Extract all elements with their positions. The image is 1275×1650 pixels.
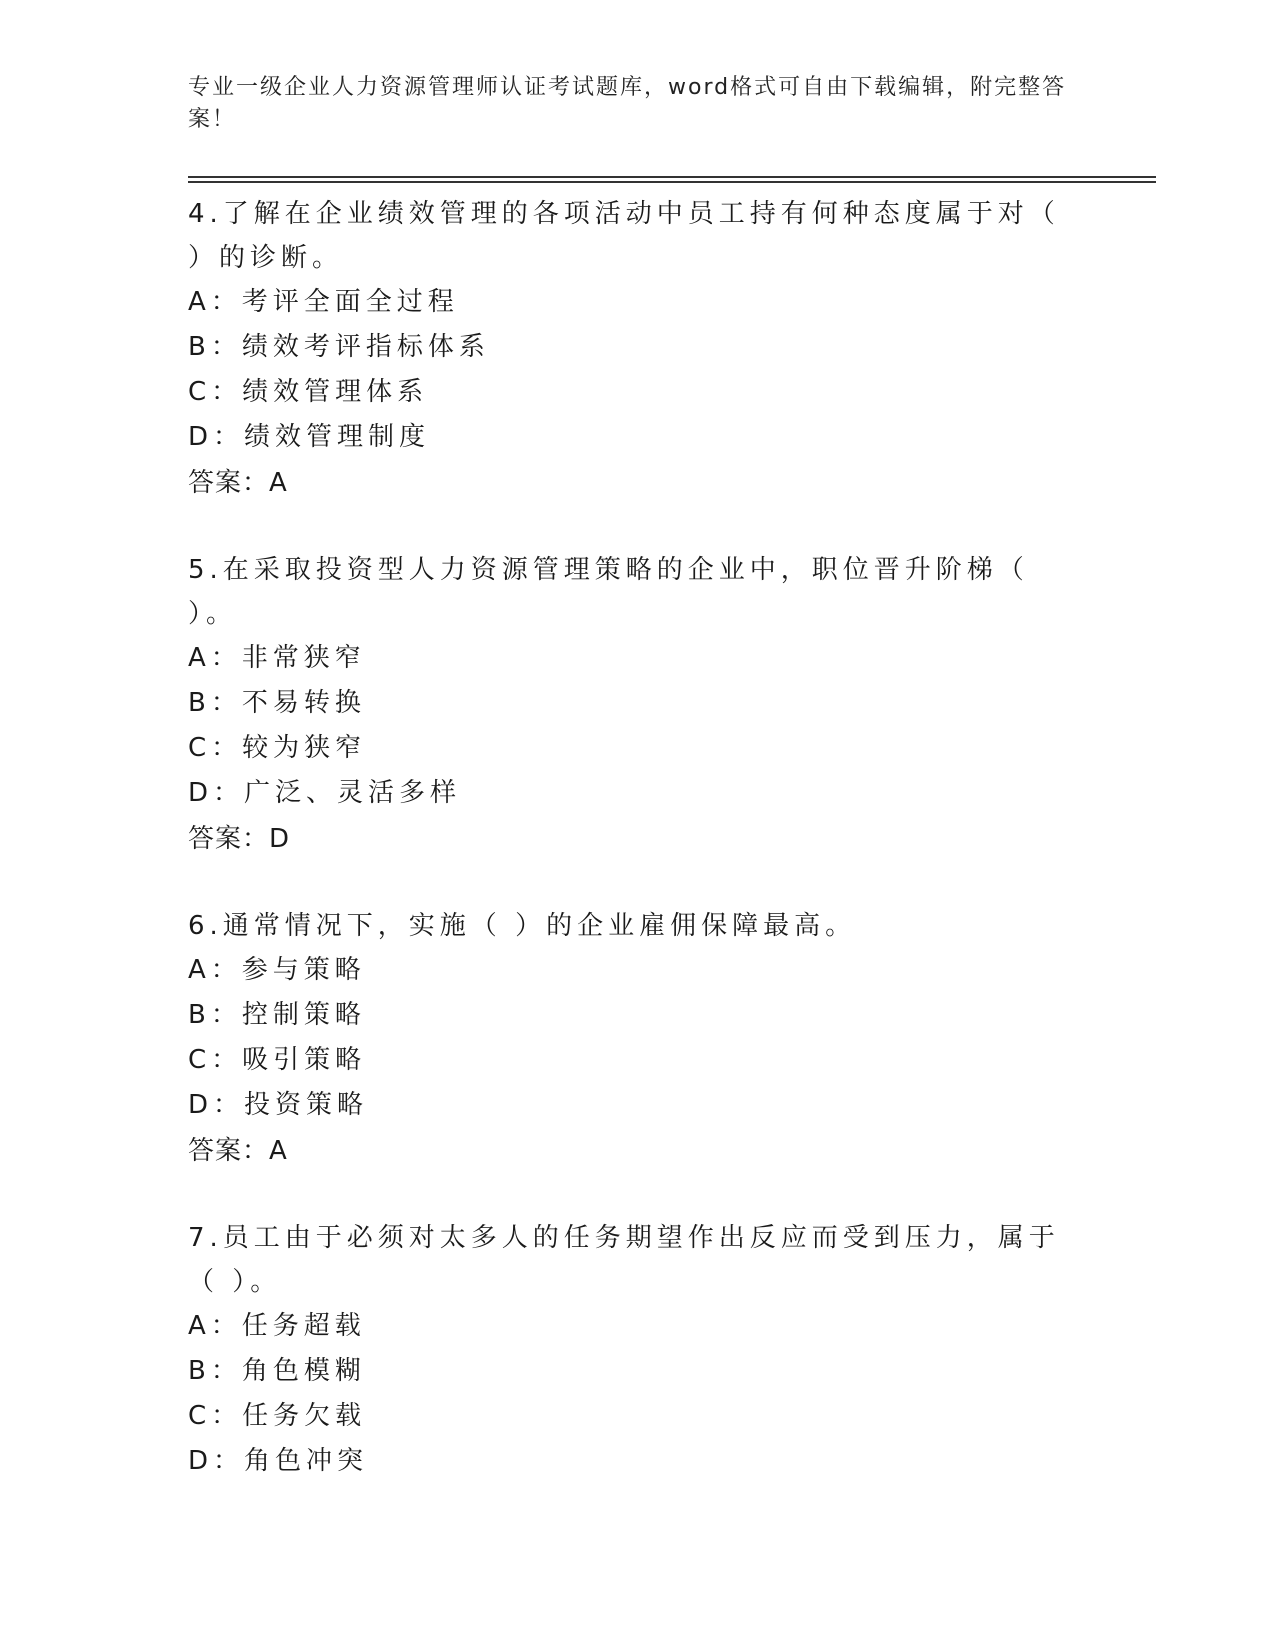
question-list xyxy=(188,192,1088,1484)
option-b: B：绩效考评指标体系 xyxy=(188,332,490,362)
question-stem: 6.通常情况下，实施（ ）的企业雇佣保障最高。 xyxy=(188,911,857,941)
question-gap xyxy=(188,862,1088,904)
option-b: B：不易转换 xyxy=(188,688,366,718)
question-stem: 7.员工由于必须对太多人的任务期望作出反应而受到压力，属于（ ）。 xyxy=(188,1223,1060,1297)
answer-line: 答案：A xyxy=(188,468,288,498)
question-item xyxy=(188,904,1088,1174)
question-stem: 5.在采取投资型人力资源管理策略的企业中，职位晋升阶梯（ ）。 xyxy=(188,555,1029,629)
option-a: A：任务超载 xyxy=(188,1311,366,1341)
question-gap xyxy=(188,506,1088,548)
option-d: D：广泛、灵活多样 xyxy=(188,778,462,808)
header-rule-top xyxy=(188,176,1156,178)
answer-line: 答案：D xyxy=(188,824,291,854)
option-b: B：角色模糊 xyxy=(188,1356,366,1386)
option-c: C：任务欠载 xyxy=(188,1401,367,1431)
option-a: A：考评全面全过程 xyxy=(188,287,459,317)
option-d: D：绩效管理制度 xyxy=(188,422,431,452)
header-rule-bottom xyxy=(188,181,1156,183)
option-c: C：绩效管理体系 xyxy=(188,377,429,407)
option-d: D：投资策略 xyxy=(188,1090,369,1120)
option-b: B：控制策略 xyxy=(188,1000,366,1030)
option-a: A：非常狭窄 xyxy=(188,643,366,673)
question-stem: 4.了解在企业绩效管理的各项活动中员工持有何种态度属于对（ ）的诊断。 xyxy=(188,199,1060,273)
question-item xyxy=(188,548,1088,862)
option-c: C：较为狭窄 xyxy=(188,733,367,763)
option-d: D：角色冲突 xyxy=(188,1446,369,1476)
question-item xyxy=(188,192,1088,506)
answer-line: 答案：A xyxy=(188,1136,288,1166)
document-header: 专业一级企业人力资源管理师认证考试题库，word格式可自由下载编辑，附完整答案！ xyxy=(188,75,1067,132)
option-c: C：吸引策略 xyxy=(188,1045,367,1075)
question-item xyxy=(188,1216,1088,1484)
question-gap xyxy=(188,1174,1088,1216)
option-a: A：参与策略 xyxy=(188,955,366,985)
